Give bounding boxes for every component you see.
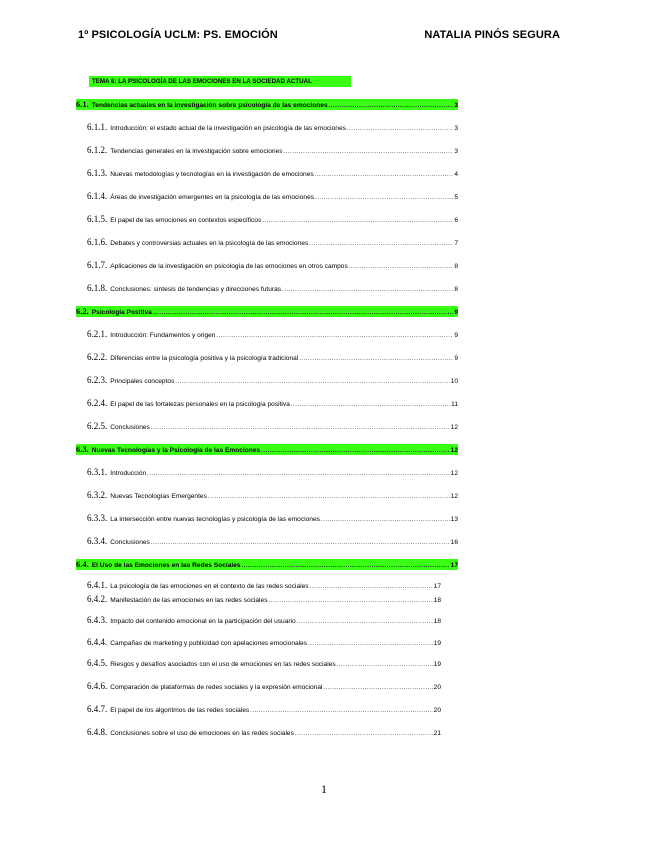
toc-subsection-link[interactable] [87, 122, 458, 133]
toc-entry-page: 12 [450, 470, 458, 477]
toc-entry-number: 6.2. [76, 306, 89, 316]
toc-entry-number: 6.4.8. [87, 727, 108, 737]
toc-entry-number: 6.4.2. [87, 594, 108, 604]
dot-leader [250, 706, 432, 717]
toc-section-link[interactable] [76, 99, 458, 110]
toc-subsection-link[interactable] [87, 594, 441, 605]
toc-entry-text: Psicología Positiva [91, 309, 152, 316]
dot-leader [262, 216, 453, 227]
toc-entry-number: 6.2.1. [87, 329, 108, 339]
toc-entry-page: 9 [454, 355, 458, 362]
dot-leader [299, 354, 453, 365]
toc-entry-page: 19 [433, 661, 441, 668]
dot-leader [151, 538, 450, 549]
dot-leader [208, 492, 450, 503]
page-number: 1 [321, 782, 327, 796]
toc-subsection-link[interactable] [87, 536, 458, 547]
toc-entry-page: 18 [433, 618, 441, 625]
toc-entry-text: Diferencias entre la psicología positiva y la psicología tradicional [110, 355, 299, 362]
toc-entry-text: Tendencias actuales en la investigación sobre psicología de las emociones [91, 102, 328, 109]
dot-leader [309, 239, 453, 250]
toc-entry-number: 6.4.3. [87, 615, 108, 625]
toc-entry-text: Debates y controversias actuales en la psicología de las emociones [110, 240, 309, 247]
toc-entry-page: 10 [450, 378, 458, 385]
toc-entry-page: 9 [454, 309, 458, 316]
toc-subsection-link[interactable] [87, 283, 458, 294]
toc-subsection-link[interactable] [87, 727, 441, 738]
toc-entry-page: 7 [454, 240, 458, 247]
toc-title: TEMA 6: LA PSICOLOGÍA DE LAS EMOCIONES EN LA SOCIEDAD ACTUAL [89, 76, 351, 87]
toc-entry-page: 8 [454, 263, 458, 270]
toc-entry-text: Nuevas metodologías y tecnologías en la investigación de emociones [110, 171, 314, 178]
toc-entry-number: 6.4. [76, 559, 89, 569]
toc-entry-number: 6.2.4. [87, 398, 108, 408]
toc-entry-text: Riesgos y desafíos asociados con el uso de emociones en las redes sociales [110, 661, 336, 668]
dot-leader [284, 147, 454, 158]
toc-entry-number: 6.2.2. [87, 352, 108, 362]
toc-entry-page: 11 [451, 401, 458, 408]
dot-leader [323, 683, 432, 694]
toc-subsection-link[interactable] [87, 421, 458, 432]
toc-entry-page: 13 [450, 516, 458, 523]
toc-entry-page: 20 [433, 707, 441, 714]
toc-entry-number: 6.1. [76, 99, 89, 109]
toc-entry-text: Nuevas Tecnologías y la Psicología de las Emociones [91, 447, 261, 454]
toc-entry-number: 6.1.8. [87, 283, 108, 293]
toc-subsection-link[interactable] [87, 237, 458, 248]
toc-subsection-link[interactable] [87, 214, 458, 225]
dot-leader [297, 617, 433, 628]
toc-subsection-link[interactable] [87, 260, 458, 271]
toc-entry-text: Introducción [110, 470, 147, 477]
toc-entry-text: La psicología de las emociones en el contexto de las redes sociales [110, 583, 309, 590]
toc-entry-text: Aplicaciones de la investigación en psicología de las emociones en otros campos [110, 263, 348, 270]
dot-leader [242, 561, 450, 572]
toc-entry-page: 16 [450, 539, 458, 546]
toc-entry-number: 6.4.1. [87, 580, 108, 590]
toc-entry-number: 6.4.4. [87, 637, 108, 647]
toc-entry-number: 6.3.3. [87, 513, 108, 523]
dot-leader [216, 331, 453, 342]
dot-leader [329, 101, 454, 112]
toc-subsection-link[interactable] [87, 704, 441, 715]
dot-leader [308, 639, 433, 650]
toc-entry-number: 6.1.7. [87, 260, 108, 270]
toc-subsection-link[interactable] [87, 490, 458, 501]
toc-section-link[interactable] [76, 559, 458, 570]
toc-subsection-link[interactable] [87, 580, 441, 591]
toc-entry-text: Impacto del contenido emocional en la participación del usuario [110, 618, 296, 625]
toc-subsection-link[interactable] [87, 681, 441, 692]
toc-subsection-link[interactable] [87, 513, 458, 524]
toc-entry-page: 3 [454, 148, 458, 155]
toc-entry-number: 6.4.5. [87, 658, 108, 668]
toc-entry-page: 21 [433, 730, 441, 737]
toc-subsection-link[interactable] [87, 467, 458, 478]
toc-entry-text: Nuevas Tecnologías Emergentes [110, 493, 207, 500]
toc-entry-number: 6.1.6. [87, 237, 108, 247]
toc-entry-page: 19 [433, 640, 441, 647]
dot-leader [291, 400, 450, 411]
dot-leader [310, 582, 433, 593]
toc-entry-number: 6.1.1. [87, 122, 108, 132]
toc-entry-number: 6.3. [76, 444, 89, 454]
toc-subsection-link[interactable] [87, 615, 441, 626]
toc-entry-page: 8 [454, 286, 458, 293]
toc-subsection-link[interactable] [87, 191, 458, 202]
toc-entry-page: 17 [450, 562, 458, 569]
toc-section-link[interactable] [76, 306, 458, 317]
dot-leader [347, 124, 453, 135]
toc-subsection-link[interactable] [87, 658, 441, 669]
toc-subsection-link[interactable] [87, 145, 458, 156]
dot-leader [295, 729, 433, 740]
toc-entry-number: 6.2.3. [87, 375, 108, 385]
toc-entry-text: Conclusiones [110, 424, 150, 431]
dot-leader [349, 262, 454, 273]
toc-subsection-link[interactable] [87, 168, 458, 179]
toc-entry-page: 9 [454, 332, 458, 339]
toc-entry-page: 3 [454, 102, 458, 109]
toc-entry-page: 3 [454, 125, 458, 132]
toc-entry-page: 17 [433, 583, 441, 590]
dot-leader [147, 469, 449, 480]
toc-entry-number: 6.3.4. [87, 536, 108, 546]
toc-subsection-link[interactable] [87, 329, 458, 340]
toc-entry-number: 6.1.4. [87, 191, 108, 201]
toc-entry-text: Conclusiones: síntesis de tendencias y direcciones futuras [110, 286, 282, 293]
toc-entry-text: Áreas de investigación emergentes en la psicología de las emociones [110, 194, 315, 201]
toc-entry-text: La intersección entre nuevas tecnologías y psicología de las emociones [110, 516, 320, 523]
toc-entry-page: 12 [450, 447, 458, 454]
toc-entry-text: Tendencias generales en la investigación sobre emociones [110, 148, 283, 155]
toc-entry-text: Manifestación de las emociones en las redes sociales [110, 597, 268, 604]
dot-leader [151, 423, 450, 434]
toc-subsection-link[interactable] [87, 352, 458, 363]
toc-subsection-link[interactable] [87, 375, 458, 386]
toc-subsection-link[interactable] [87, 398, 458, 409]
dot-leader [282, 285, 453, 296]
header-author-name: NATALIA PINÓS SEGURA [424, 29, 560, 41]
dot-leader [269, 596, 433, 607]
toc-entry-page: 4 [454, 171, 458, 178]
toc-entry-number: 6.2.5. [87, 421, 108, 431]
dot-leader [315, 170, 454, 181]
toc-entry-text: Campañas de marketing y publicidad con apelaciones emocionales [110, 640, 308, 647]
toc-entry-text: Conclusiones [110, 539, 150, 546]
toc-entry-number: 6.1.3. [87, 168, 108, 178]
toc-entry-number: 6.3.2. [87, 490, 108, 500]
toc-entry-text: El papel de las fortalezas personales en la psicología positiva [110, 401, 290, 408]
toc-entry-number: 6.1.2. [87, 145, 108, 155]
toc-entry-number: 6.1.5. [87, 214, 108, 224]
toc-entry-text: Conclusiones sobre el uso de emociones en las redes sociales [110, 730, 294, 737]
toc-entry-text: El papel de las emociones en contextos específicos [110, 217, 262, 224]
dot-leader [315, 193, 453, 204]
dot-leader [337, 660, 433, 671]
dot-leader [175, 377, 449, 388]
toc-entry-text: Principales conceptos [110, 378, 175, 385]
toc-entry-text: El Uso de las Emociones en las Redes Sociales [91, 562, 241, 569]
toc-entry-text: Introducción: Fundamentos y origen [110, 332, 216, 339]
toc-entry-page: 20 [433, 684, 441, 691]
toc-entry-page: 5 [454, 194, 458, 201]
toc-entry-text: El papel de los algoritmos de las redes sociales [110, 707, 250, 714]
toc-entry-number: 6.4.7. [87, 704, 108, 714]
toc-section-link[interactable] [76, 444, 458, 455]
toc-entry-page: 6 [454, 217, 458, 224]
toc-entry-page: 18 [433, 597, 441, 604]
toc-entry-page: 12 [450, 493, 458, 500]
dot-leader [153, 308, 453, 319]
toc-entry-number: 6.3.1. [87, 467, 108, 477]
toc-entry-page: 12 [450, 424, 458, 431]
toc-entry-text: Comparación de plataformas de redes sociales y la expresión emocional [110, 684, 323, 691]
dot-leader [261, 446, 449, 457]
toc-subsection-link[interactable] [87, 637, 441, 648]
dot-leader [321, 515, 450, 526]
header-course-title: 1º PSICOLOGÍA UCLM: PS. EMOCIÓN [78, 29, 278, 41]
toc-entry-number: 6.4.6. [87, 681, 108, 691]
toc-entry-text: Introducción: el estado actual de la investigación en psicología de las emociones [110, 125, 346, 132]
